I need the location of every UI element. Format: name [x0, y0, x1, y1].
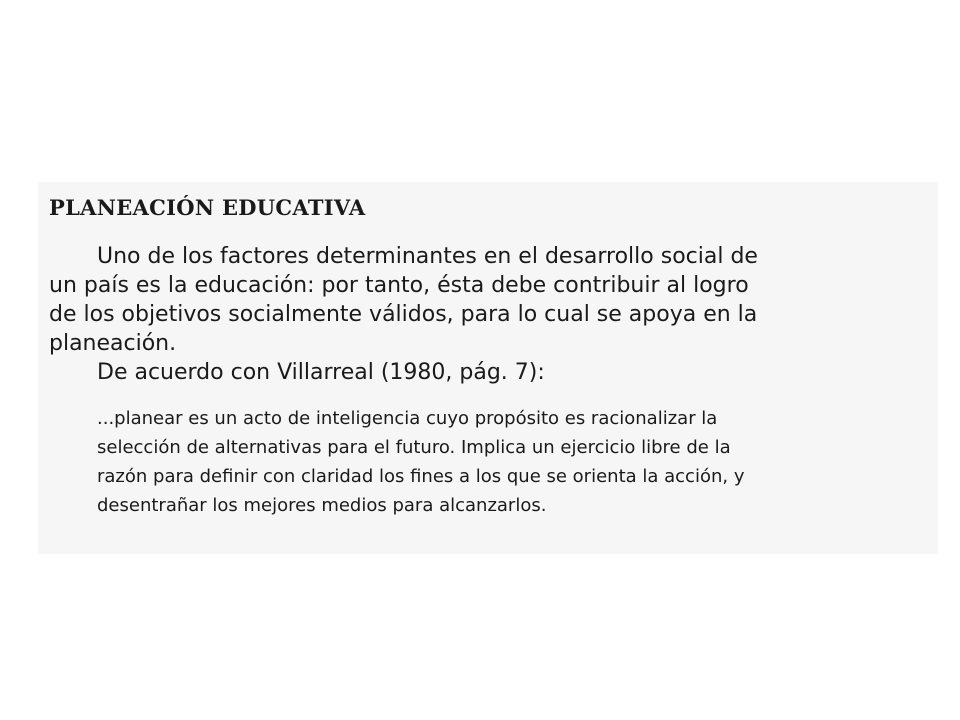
document-body	[49, 195, 929, 520]
quote-line: ...planear es un acto de inteligencia cuyo propósito es racionalizar la	[97, 408, 718, 429]
quote-line: razón para definir con claridad los fines a los que se orienta la acción, y	[97, 466, 745, 487]
citation-intro: De acuerdo con Villarreal (1980, pág. 7):	[97, 360, 545, 385]
quote-line: desentrañar los mejores medios para alcanzarlos.	[97, 495, 547, 516]
paragraph-line: Uno de los factores determinantes en el desarrollo social de	[97, 244, 758, 269]
intro-paragraph	[49, 242, 929, 358]
document-heading: PLANEACIÓN EDUCATIVA	[49, 195, 366, 220]
paragraph-line: de los objetivos socialmente válidos, para lo cual se apoya en la	[49, 302, 758, 327]
block-quote	[97, 404, 929, 520]
quote-line: selección de alternativas para el futuro. Implica un ejercicio libre de la	[97, 437, 731, 458]
paragraph-line: planeación.	[49, 331, 177, 356]
paragraph-line: un país es la educación: por tanto, ésta debe contribuir al logro	[49, 273, 749, 298]
